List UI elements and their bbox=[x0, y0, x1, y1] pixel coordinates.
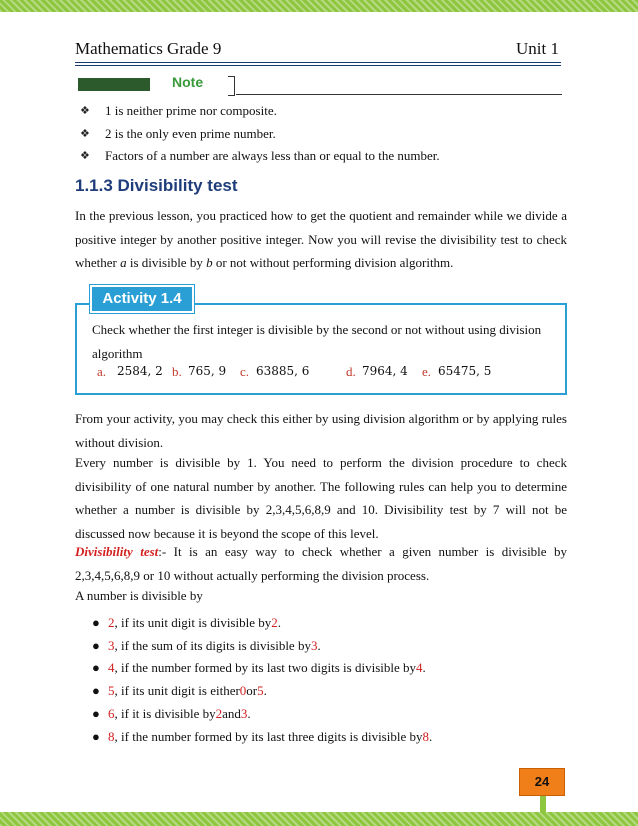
divisibility-rules-list bbox=[92, 612, 432, 748]
activity-item-label: e. bbox=[422, 364, 432, 379]
diamond-bullet-icon: ❖ bbox=[80, 105, 90, 117]
divisibility-test-term: Divisibility test bbox=[75, 544, 159, 559]
activity-item-label: a. bbox=[97, 364, 107, 379]
note-bracket bbox=[228, 76, 235, 96]
note-marker-bar bbox=[78, 78, 150, 91]
top-decorative-band bbox=[0, 0, 638, 12]
definition-paragraph: Divisibility test:- It is an easy way to check whether a given number is divisible by 2,3,4,5,6,8,9 or 10 without actually performing the division process. bbox=[75, 544, 567, 583]
activity-tab: Activity 1.4 bbox=[90, 285, 194, 313]
list-item: ● 8 , if the number formed by its last three digits is divisible by 8 . bbox=[92, 726, 432, 749]
list-item: ● 3 , if the sum of its digits is divisible by 3 . bbox=[92, 635, 432, 658]
bottom-decorative-band bbox=[0, 812, 638, 826]
activity-item-value: 2584, 2 bbox=[117, 364, 163, 378]
activity-instruction: Check whether the first integer is divisible by the second or not without using division algorithm bbox=[92, 322, 542, 361]
diamond-bullet-icon: ❖ bbox=[80, 127, 90, 140]
bullet-icon: ● bbox=[92, 683, 100, 699]
diamond-bullet-icon: ❖ bbox=[80, 150, 90, 162]
intro-paragraph: In the previous lesson, you practiced how to get the quotient and remainder while we divide a positive integer by another positive integer. Now you will revise the divisibility test to check whether a is divisible by b or not without performing division algorithm. bbox=[75, 208, 567, 270]
activity-item-label: d. bbox=[346, 364, 356, 379]
bullet-icon: ● bbox=[92, 615, 100, 630]
note-rule-line bbox=[236, 94, 562, 95]
activity-item-value: 7964, 4 bbox=[362, 364, 408, 378]
rules-lead: A number is divisible by bbox=[75, 588, 203, 603]
list-item: ● 2 , if its unit digit is divisible by 2 . bbox=[92, 612, 432, 635]
bullet-icon: ● bbox=[92, 637, 100, 653]
list-item: ● 6 , if it is divisible by 2 and 3 . bbox=[92, 703, 432, 726]
variable-b: b bbox=[206, 255, 213, 270]
body-paragraph: Every number is divisible by 1. You need to perform the division procedure to check divisibility of one natural number by another. The following rules can help you to determine whether a number is divisible by 2,3,4,5,6,8,9 and 10. Divisibility test by 7 will not be discussed now because it is beyond the scope of this level. bbox=[75, 455, 567, 541]
body-paragraph: From your activity, you may check this either by using division algorithm or by applying rules without division. bbox=[75, 411, 567, 450]
note-list bbox=[80, 100, 440, 168]
activity-items bbox=[0, 364, 638, 384]
page-header bbox=[75, 36, 561, 63]
variable-a: a bbox=[120, 255, 127, 270]
section-title: 1.1.3 Divisibility test bbox=[75, 176, 238, 195]
header-unit: Unit 1 bbox=[516, 39, 559, 58]
activity-item-value: 65475, 5 bbox=[438, 364, 492, 378]
activity-item-value: 63885, 6 bbox=[256, 364, 310, 378]
header-book-title: Mathematics Grade 9 bbox=[75, 39, 222, 58]
list-item: ● 5 , if its unit digit is either 0 or 5 . bbox=[92, 680, 432, 703]
bullet-icon: ● bbox=[92, 705, 100, 721]
note-item: ❖ 2 is the only even prime number. bbox=[80, 123, 440, 146]
activity-item-label: b. bbox=[172, 364, 182, 379]
activity-item-label: c. bbox=[240, 364, 250, 379]
page-number: 24 bbox=[519, 768, 565, 796]
note-item: ❖ 1 is neither prime nor composite. bbox=[80, 100, 440, 123]
note-item: ❖ Factors of a number are always less than or equal to the number. bbox=[80, 145, 440, 168]
activity-item-value: 765, 9 bbox=[188, 364, 227, 378]
bullet-icon: ● bbox=[92, 660, 100, 676]
bullet-icon: ● bbox=[92, 728, 100, 744]
list-item: ● 4 , if the number formed by its last two digits is divisible by 4 . bbox=[92, 657, 432, 680]
note-label: Note bbox=[172, 74, 204, 90]
